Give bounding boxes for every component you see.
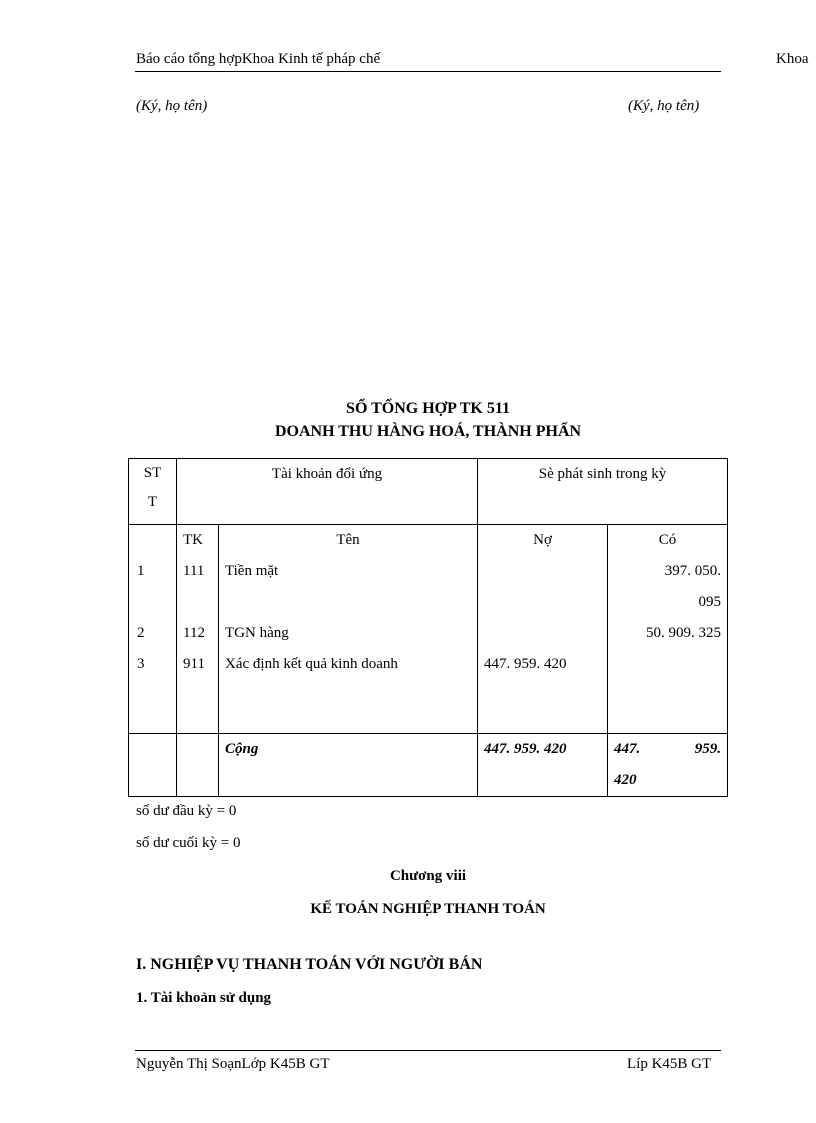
subsection-heading: 1. Tài khoản sử dụng [136, 990, 272, 1006]
closing-balance-note: số dư cuối kỳ = 0 [136, 835, 241, 851]
header-account: Tài khoản đối ứng [177, 459, 478, 525]
header-stt: ST T [129, 459, 177, 525]
total-row [129, 733, 728, 796]
ledger-title: SỔ TỔNG HỢP TK 511 [346, 400, 510, 417]
table-row: 2 112 TGN hàng 50. 909. 325 [129, 618, 728, 649]
table-row: 1 111 Tiền mặt 397. 050. 095 [129, 556, 728, 618]
ledger-table [128, 458, 728, 797]
footer-rule [135, 1050, 721, 1051]
subheader-debit: Nợ [478, 525, 608, 557]
subheader-credit: Có [608, 525, 728, 557]
subheader-tk: TK [177, 525, 219, 557]
ledger-subtitle: DOANH THU HÀNG HOÁ, THÀNH PHẨN [274, 423, 582, 440]
subheader-name: Tên [219, 525, 478, 557]
total-credit: 447. 959. 420 [608, 733, 728, 796]
total-debit: 447. 959. 420 [478, 733, 608, 796]
chapter-label: Chương viii [389, 868, 467, 884]
opening-balance-note: số dư đầu kỳ = 0 [136, 803, 237, 819]
total-label: Cộng [219, 733, 478, 796]
signature-left: (Ký, họ tên) [136, 98, 208, 114]
header-rule [135, 71, 721, 72]
signature-right: (Ký, họ tên) [628, 98, 700, 114]
chapter-title: KẾ TOÁN NGHIỆP THANH TOÁN [310, 901, 546, 917]
footer-class: Líp K45B GT [627, 1056, 712, 1072]
subheader-row [129, 525, 728, 557]
page-header-right: Khoa [776, 51, 809, 67]
header-movement: Sè phát sinh trong kỳ [478, 459, 728, 525]
page-header-title: Báo cáo tổng hợpKhoa Kinh tế pháp chế [136, 51, 381, 67]
section-heading: I. NGHIỆP VỤ THANH TOÁN VỚI NGƯỜI BÁN [136, 956, 483, 973]
table-row: 3 911 Xác định kết quả kinh doanh 447. 959. 420 [129, 649, 728, 733]
footer-author: Nguyễn Thị SoạnLớp K45B GT [136, 1056, 330, 1072]
